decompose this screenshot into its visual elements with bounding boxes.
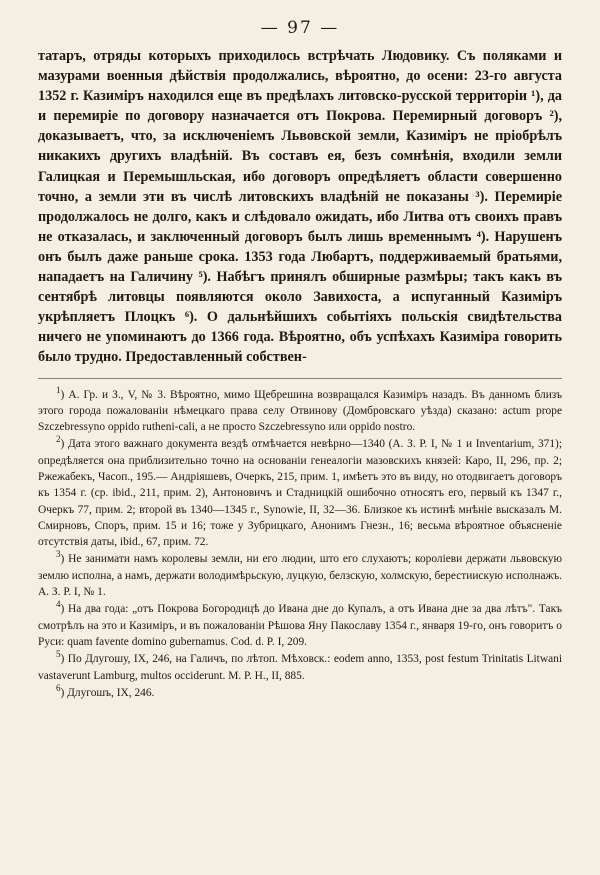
footnote-3: $^3$) Не занимати намъ королевы земли, ни его людии, што его слухаютъ; короліеви держати львовскую землю исполна, а намъ, держати володимѣрьскую, луцкую, белзскую, холмскую, берестиискую исполнажъ. А. З. Р. I, № 1. — [38, 549, 562, 599]
footnote-mark: 3 — [56, 549, 61, 560]
footnote-4: $^4$) На два года: „отъ Покрова Богородицѣ до Ивана дне до Купалъ, а отъ Ивана дне за два лѣтъ". Такъ смотрѣлъ на это и Казиміръ, и въ пожалованіи Рѣшова Яну Пакославу 1354 г., января 19-го, онъ говоритъ о Руси: quam favente domino gubernamus. Cod. d. P. I, 209. — [38, 599, 562, 648]
footnote-mark: 4 — [56, 599, 61, 610]
footnote-mark: 5 — [56, 649, 61, 660]
footnote-6: $^6$) Длугошъ, IX, 246. — [56, 683, 155, 699]
footnote-text: Дата этого важнаго документа вездѣ отмѣчается невѣрно—1340 (А. З. Р. I, № 1 и Inventarium, 371); опредѣляется она приблизительно точно на основаніи генеалогіи мазовскихъ князей: Каро, II, 296, пр. 2; Ржежабекъ, Часоп., 195.— Андріяшевъ, Очеркъ, 215, прим. 1, имѣетъ это въ виду, но отодвигаетъ договоръ къ 1354 г. (ср. ibid., 211, прим. 2), Антоновичъ и Стадницкій ошибочно относятъ его, первый къ 1347 г., Очеркъ 77, прим. 2; второй въ 1340—1345 г., Synowie, II, 32—36. Близкое къ истинѣ мнѣніе высказалъ М. Смирновъ, Споръ, прим. 15 и 16; тоже у Зубрицкаго, Анонимъ Гнезн., 16; весьма вѣроятное объясненіе отсутствія даты, ibid., 67, прим. 72. — [38, 438, 562, 549]
footnote-mark: 2 — [56, 434, 61, 445]
footnote-text: Не занимати намъ королевы земли, ни его людии, што его слухаютъ; короліеви держати львовскую землю исполна, а намъ, держати володимѣрьскую, луцкую, белзскую, холмскую, берестиискую исполнажъ. А. З. Р. I, № 1. — [38, 553, 562, 599]
footnotes-block — [38, 384, 562, 702]
footnote-1: $^1$) А. Гр. и З., V, № 3. Вѣроятно, мимо Щебрешина возвращался Казиміръ назадъ. Въ данномъ близъ этого города пожалованіи нѣмецкаго права селу Отвинову (Домбровскаго уѣзда) сказано: actum prope Szczebressyno oppido rutheni-cali, а не просто Szczebressyno или oppido nostro. — [38, 384, 562, 434]
footnote-text: Длугошъ, IX, 246. — [67, 686, 155, 699]
footnote-text: А. Гр. и З., V, № 3. Вѣроятно, мимо Щебрешина возвращался Казиміръ назадъ. Въ данномъ близъ этого города пожалованіи нѣмецкаго права селу Отвинову (Домбровскаго уѣзда) сказано: actum prope Szczebressyno oppido rutheni-cali, а не просто Szczebressyno или oppido nostro. — [38, 388, 562, 434]
footnote-mark: 6 — [56, 683, 61, 694]
main-paragraph: татаръ, отряды которыхъ приходилось встрѣчать Людовику. Съ поляками и мазурами военныя дѣйствія продолжались, вѣроятно, до осени: 23-го августа 1352 г. Казиміръ находился еще въ предѣлахъ литовско-русской территоріи ¹), да и перемиріе по договору назначается отъ Покрова. Перемирный договоръ ²), доказываетъ, что, за исключеніемъ Львовской земли, Казиміръ не пріобрѣлъ никакихъ другихъ владѣній. Въ составъ ея, безъ сомнѣнія, входили земли Галицкая и Перемышльская, ибо договоръ опредѣляетъ области совершенно точно, а земли эти въ числѣ литовскихъ владѣній не показаны ³). Перемиріе продолжалось не долго, какъ и слѣдовало ожидать, ибо Литва отъ своихъ правъ не отказалась, и заключенный договоръ былъ лишь временнымъ ⁴). Нарушенъ онъ былъ даже раньше срока. 1353 года Любартъ, поддерживаемый братьями, нападаетъ на Галичину ⁵). Набѣгъ принялъ обширные размѣры; такъ какъ въ сентябрѣ литовцы появляются около Завихоста, а испуганный Казиміръ укрѣпляетъ Плоцкъ ⁶). О дальнѣйшихъ событіяхъ польскія свидѣтельства ничего не упоминаютъ до 1366 года. Вѣроятно, объ успѣхахъ Казиміра говорить было трудно. Предоставленный собствен- — [38, 48, 562, 366]
page-number: — 97 — — [260, 18, 340, 38]
footnote-5: $^5$) По Длугошу, IX, 246, на Галичъ, по лѣтоп. Мѣховск.: eodem anno, 1353, post festum Trinitatis Litwani vastaverunt Lamburg, multos occiderunt. М. Р. Н., II, 885. — [38, 649, 562, 682]
footnote-text: По Длугошу, IX, 246, на Галичъ, по лѣтоп. Мѣховск.: eodem anno, 1353, post festum Trinitatis Litwani vastaverunt Lamburg, multos occiderunt. М. Р. Н., II, 885. — [38, 653, 562, 682]
footnote-mark: 1 — [56, 384, 61, 395]
main-text-block — [38, 46, 562, 368]
footnote-2: $^2$) Дата этого важнаго документа вездѣ отмѣчается невѣрно—1340 (А. З. Р. I, № 1 и Inventarium, 371); опредѣляется она приблизительно точно на основаніи генеалогіи мазовскихъ князей: Каро, II, 296, пр. 2; Ржежабекъ, Часоп., 195.— Андріяшевъ, Очеркъ, 215, прим. 1, имѣетъ это въ виду, но отодвигаетъ договоръ къ 1354 г. (ср. ibid., 211, прим. 2), Антоновичъ и Стадницкій ошибочно относятъ его, первый къ 1347 г., Очеркъ 77, прим. 2; второй въ 1340—1345 г., Synowie, II, 32—36. Близкое къ истинѣ мнѣніе высказалъ М. Смирновъ, Споръ, прим. 15 и 16; тоже у Зубрицкаго, Анонимъ Гнезн., 16; весьма вѣроятное объясненіе отсутствія даты, ibid., 67, прим. 72. — [38, 434, 562, 549]
footnote-divider — [38, 378, 562, 379]
footnote-text: На два года: „отъ Покрова Богородицѣ до Ивана дне до Купалъ, а отъ Ивана дне за два лѣтъ". Такъ смотрѣлъ на это и Казиміръ, и въ пожалованіи Рѣшова Яну Пакославу 1354 г., января 19-го, онъ говоритъ о Руси: quam favente domino gubernamus. Cod. d. P. I, 209. — [38, 603, 562, 648]
